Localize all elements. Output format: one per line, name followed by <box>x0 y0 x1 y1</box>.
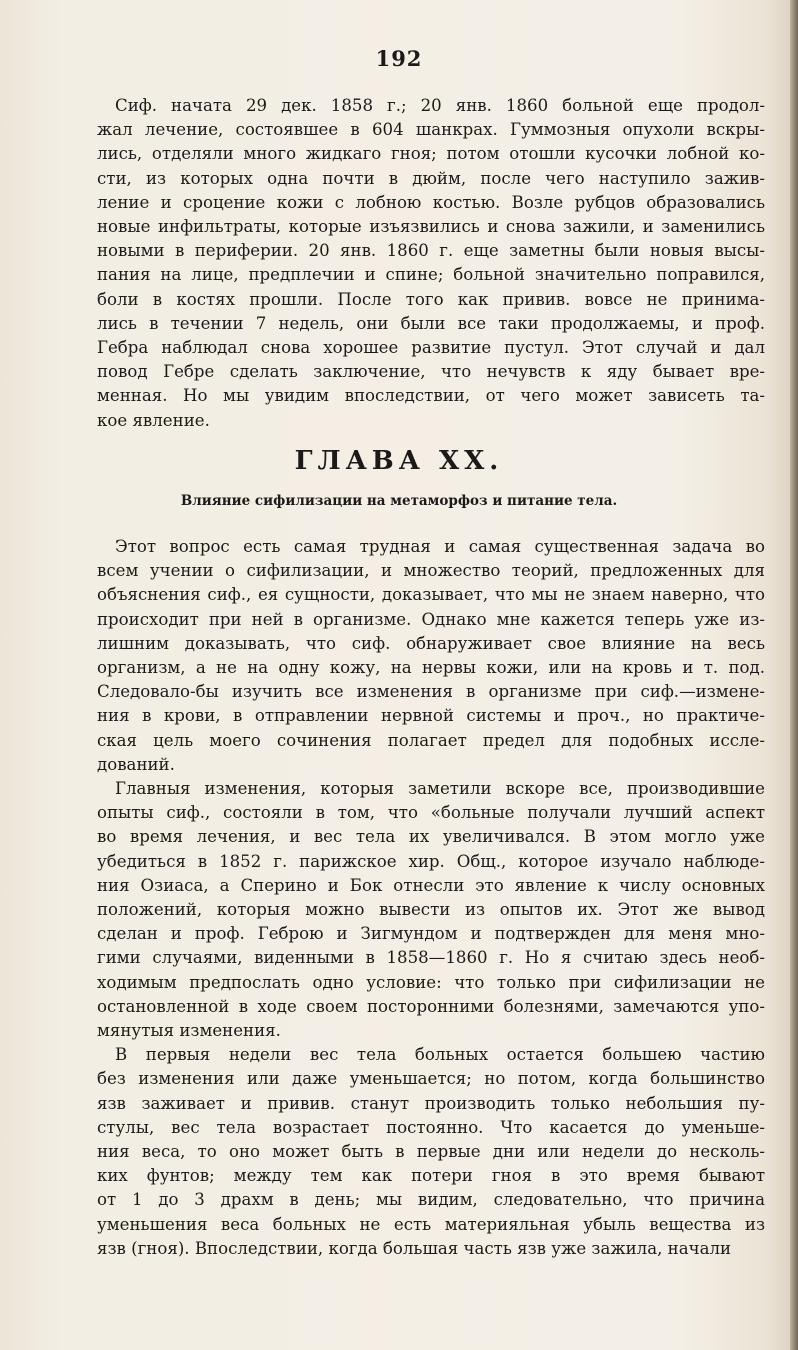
chapter-body <box>97 535 765 1261</box>
text-line: опыты сиф., состояли в том, что «больные получали лучший аспект <box>97 803 765 823</box>
text-line: лись в течении 7 недель, они были все таки продолжаемы, и проф. <box>97 313 765 333</box>
text-line: Этот вопрос есть самая трудная и самая существенная задача во <box>115 537 765 556</box>
text-line: жал лечение, состоявшее в 604 шанкрах. Гуммозныя опухоли вскры- <box>97 120 765 140</box>
text-line: убедиться в 1852 г. парижское хир. Общ., которое изучало наблюде- <box>97 851 765 871</box>
text-line: Главныя изменения, которыя заметили вскоре все, производившие <box>115 779 765 799</box>
text-line: Следовало-бы изучить все изменения в организме при сиф.—измене- <box>97 682 765 702</box>
text-line: от 1 до 3 драхм в день; мы видим, следовательно, что причина <box>97 1190 765 1210</box>
text-line: новыми в периферии. 20 янв. 1860 г. еще заметны были новыя высы- <box>97 241 765 261</box>
text-line: во время лечения, и вес тела их увеличивался. В этом могло уже <box>97 827 765 847</box>
text-line: язв заживает и привив. станут производить только небольшия пу- <box>97 1093 765 1113</box>
text-line: происходит при ней в организме. Однако мне кажется теперь уже из- <box>97 609 765 629</box>
text-line: менная. Но мы увидим впоследствии, от чего может зависеть та- <box>97 386 765 406</box>
text-line: ния в крови, в отправлении нервной системы и проч., но практиче- <box>97 706 765 726</box>
text-line: лишним доказывать, что сиф. обнаруживает свое влияние на весь <box>97 633 765 653</box>
text-line: новые инфильтраты, которые изъязвились и снова зажили, и заменились <box>97 217 765 237</box>
chapter-title: ГЛАВА XX. <box>294 446 504 476</box>
text-line: ходимым предпослать одно условие: что только при сифилизации не <box>97 972 765 992</box>
text-line: пания на лице, предплечии и спине; больной значительно поправился, <box>97 265 765 285</box>
text-line: ких фунтов; между тем как потери гноя в это время бывают <box>97 1166 765 1186</box>
text-line: уменьшения веса больных не есть материяльная убыль вещества из <box>97 1214 765 1234</box>
text-line: Сиф. начата 29 дек. 1858 г.; 20 янв. 1860 больной еще продол- <box>115 96 765 115</box>
text-line: лись, отделяли много жидкаго гноя; потом отошли кусочки лобной ко- <box>97 144 765 164</box>
text-line: ния Озиаса, а Сперино и Бок отнесли это явление к числу основных <box>97 875 765 895</box>
text-line: ская цель моего сочинения полагает предел для подобных иссле- <box>97 730 765 750</box>
text-line: дований. <box>97 754 175 774</box>
paragraph-case-report <box>97 94 765 433</box>
text-line: без изменения или даже уменьшается; но потом, когда большинство <box>97 1069 765 1089</box>
text-line: ление и сроцение кожи с лобною костью. Возле рубцов образовались <box>97 192 765 212</box>
chapter-subtitle: Влияние сифилизации на метаморфоз и питание тела. <box>180 493 618 509</box>
text-line: Гебра наблюдал снова хорошее развитие пустул. Этот случай и дал <box>97 338 765 358</box>
text-line: сти, из которых одна почти в дюйм, после чего наступило зажив- <box>97 168 765 188</box>
text-line: остановленной в ходе своем посторонними болезнями, замечаются упо- <box>97 996 765 1016</box>
text-line: объяснения сиф., ея сущности, доказывает, что мы не знаем наверно, что <box>97 585 765 605</box>
text-line: организм, а не на одну кожу, на нервы кожи, или на кровь и т. под. <box>97 658 765 678</box>
text-line: кое явление. <box>97 410 210 430</box>
text-line: язв (гноя). Впоследствии, когда большая часть язв уже зажила, начали <box>97 1238 732 1258</box>
text-line: сделан и проф. Геброю и Зигмундом и подтвержден для меня мно- <box>97 924 765 944</box>
text-line: положений, которыя можно вывести из опытов их. Этот же вывод <box>97 900 765 920</box>
text-line: всем учении о сифилизации, и множество теорий, предложенных для <box>97 561 765 581</box>
page-number: 192 <box>375 46 423 71</box>
book-spine-shadow <box>790 0 798 1350</box>
text-line: боли в костях прошли. После того как привив. вовсе не принима- <box>97 289 765 309</box>
text-line: ния веса, то оно может быть в первые дни или недели до несколь- <box>97 1142 765 1162</box>
text-line: В первыя недели вес тела больных остается большею частию <box>115 1045 765 1065</box>
text-line: мянутыя изменения. <box>97 1021 281 1041</box>
text-line: гими случаями, виденными в 1858—1860 г. Но я считаю здесь необ- <box>97 948 765 968</box>
text-line: повод Гебре сделать заключение, что нечувств к яду бывает вре- <box>97 362 765 382</box>
text-line: стулы, вес тела возрастает постоянно. Что касается до уменьше- <box>97 1117 765 1137</box>
